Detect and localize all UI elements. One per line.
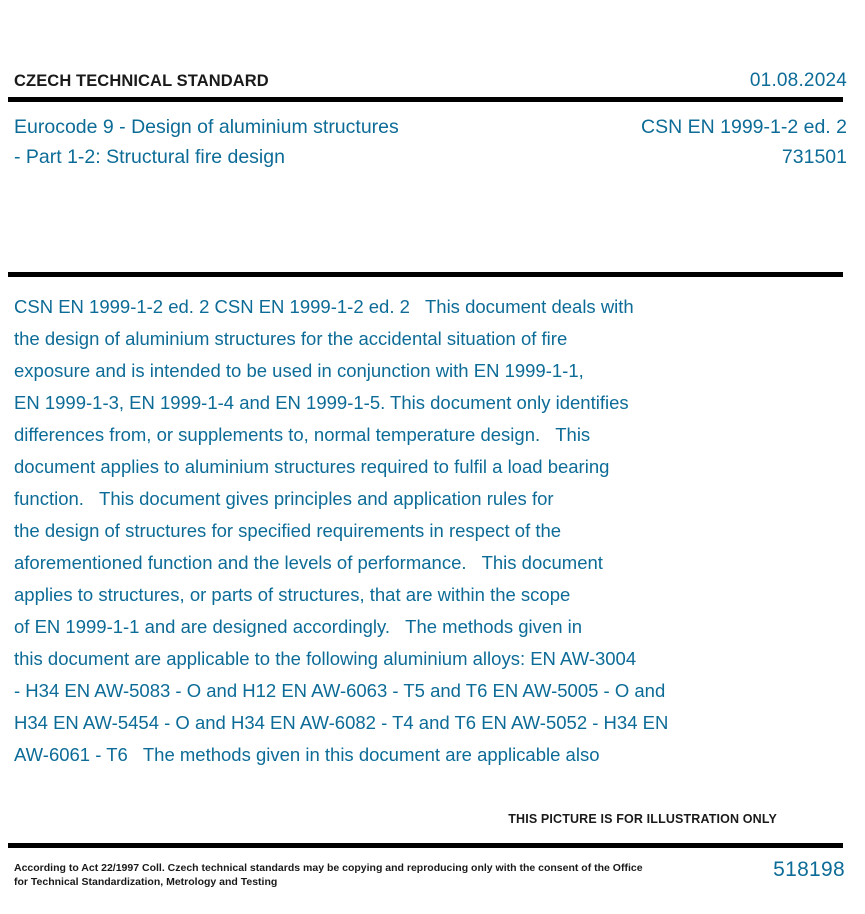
abstract-line: applies to structures, or parts of structures, that are within the scope (14, 584, 571, 605)
abstract-line: the design of structures for specified requirements in respect of the (14, 520, 562, 541)
standard-title (14, 112, 399, 172)
page-title: CZECH TECHNICAL STANDARD (14, 72, 269, 90)
abstract-line: of EN 1999-1-1 and are designed accordingly. The methods given in (14, 616, 583, 637)
abstract-line: differences from, or supplements to, normal temperature design. This (14, 424, 591, 445)
abstract-line: exposure and is intended to be used in conjunction with EN 1999-1-1, (14, 360, 584, 381)
abstract-line: EN 1999-1-3, EN 1999-1-4 and EN 1999-1-5. This document only identifies (14, 392, 629, 413)
footer-legal-line: According to Act 22/1997 Coll. Czech technical standards may be copying and reproducing only with the consent of the Office (14, 862, 643, 874)
standard-title-line-2: - Part 1-2: Structural fire design (14, 146, 285, 168)
body-divider (8, 272, 843, 277)
abstract-line: H34 EN AW-5454 - O and H34 EN AW-6082 - T4 and T6 EN AW-5052 - H34 EN (14, 712, 669, 733)
footer-divider (8, 843, 843, 848)
footer-legal-notice (14, 861, 643, 889)
abstract-line: - H34 EN AW-5083 - O and H12 EN AW-6063 - T5 and T6 EN AW-5005 - O and (14, 680, 666, 701)
standard-title-line-1: Eurocode 9 - Design of aluminium structures (14, 116, 399, 138)
document-abstract (14, 291, 847, 771)
illustration-disclaimer: THIS PICTURE IS FOR ILLUSTRATION ONLY (508, 812, 777, 826)
abstract-line: function. This document gives principles and application rules for (14, 488, 554, 509)
standard-identifier (641, 112, 847, 172)
document-header (14, 70, 847, 96)
abstract-line: this document are applicable to the following aluminium alloys: EN AW-3004 (14, 648, 637, 669)
document-number: 518198 (773, 858, 845, 881)
abstract-line: CSN EN 1999-1-2 ed. 2 CSN EN 1999-1-2 ed. 2 This document deals with (14, 296, 634, 317)
abstract-line: aforementioned function and the levels of performance. This document (14, 552, 603, 573)
abstract-line: the design of aluminium structures for the accidental situation of fire (14, 328, 568, 349)
publication-date: 01.08.2024 (749, 70, 847, 91)
standard-classification-code: 731501 (781, 146, 847, 168)
title-block (14, 112, 847, 172)
header-divider (8, 97, 843, 102)
standard-designation: CSN EN 1999-1-2 ed. 2 (641, 116, 847, 138)
footer-legal-line: for Technical Standardization, Metrology and Testing (14, 876, 278, 888)
abstract-line: document applies to aluminium structures required to fulfil a load bearing (14, 456, 610, 477)
abstract-line: AW-6061 - T6 The methods given in this document are applicable also (14, 744, 600, 765)
